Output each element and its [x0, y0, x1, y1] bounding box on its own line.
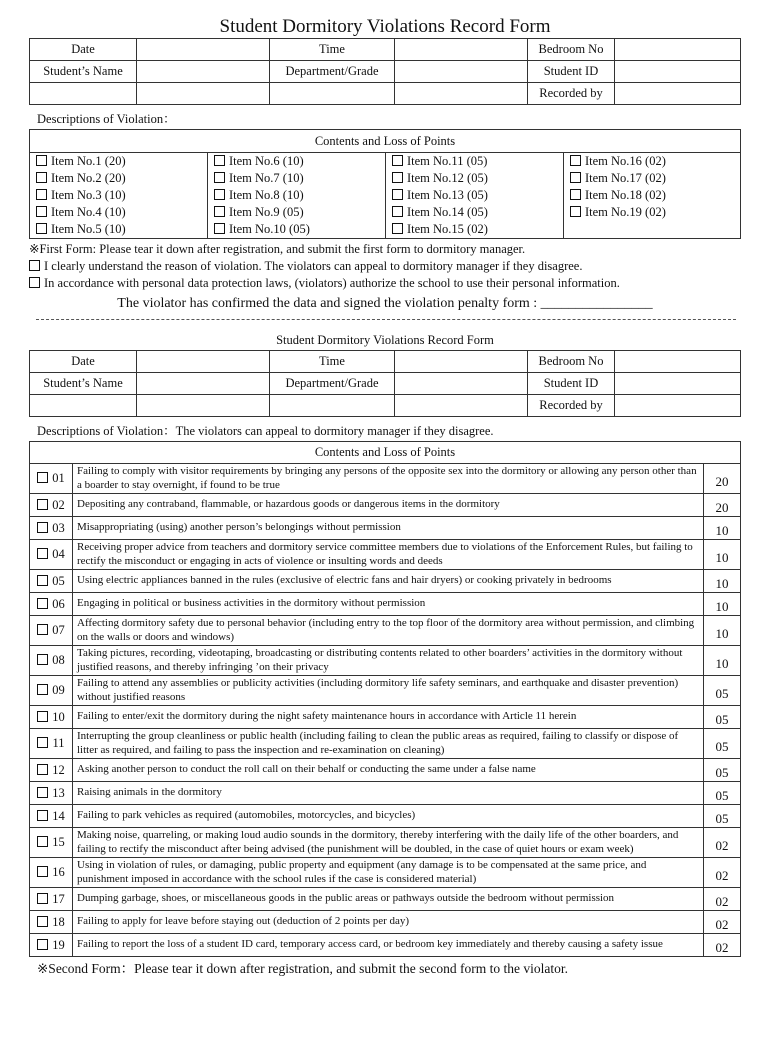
- violation-points: 10: [704, 593, 741, 616]
- violation-number-cell[interactable]: [30, 828, 73, 858]
- violation-row: [30, 646, 741, 676]
- violation-description: Asking another person to conduct the roll call on their behalf or conducting the same under a false name: [73, 759, 704, 782]
- violation-description: Making noise, quarreling, or making loud audio sounds in the dormitory, thereby interfering with the daily life of the other boarders, and failing to rectify the misconduct after being advised (the punishment will be doubled, in the case of quiet hours or exam week): [73, 828, 704, 858]
- form2-dept-field[interactable]: [395, 373, 528, 395]
- violation-row: [30, 593, 741, 616]
- violation-row: [30, 729, 741, 759]
- violation-number-cell[interactable]: [30, 464, 73, 494]
- violation-row: [30, 911, 741, 934]
- checkbox-icon[interactable]: [37, 939, 48, 950]
- form1-dept-field[interactable]: [395, 61, 528, 83]
- violation-description: Failing to enter/exit the dormitory during the night safety maintenance hours in accordance with Article 11 herein: [73, 706, 704, 729]
- checkbox-icon[interactable]: [36, 206, 47, 217]
- checkbox-icon[interactable]: [37, 787, 48, 798]
- violation-row: [30, 706, 741, 729]
- violation-points: 05: [704, 706, 741, 729]
- violation-description: Taking pictures, recording, videotaping, broadcasting or distributing contents related to other boarders’ activities in the dormitory without justified reasons, and thereby infringing ’on their privacy: [73, 646, 704, 676]
- item-checkbox-row[interactable]: Item No.14 (05): [392, 204, 557, 221]
- item-checkbox-row[interactable]: Item No.5 (10): [36, 221, 201, 238]
- form2-student-id-field[interactable]: [615, 373, 741, 395]
- item-checkbox-row[interactable]: Item No.4 (10): [36, 204, 201, 221]
- violation-row: [30, 616, 741, 646]
- checkbox-icon[interactable]: [37, 598, 48, 609]
- item-checkbox-row[interactable]: Item No.10 (05): [214, 221, 379, 238]
- violation-number: 18: [52, 914, 65, 929]
- violation-number-cell[interactable]: [30, 540, 73, 570]
- violation-number: 07: [52, 623, 65, 637]
- checkbox-icon[interactable]: [37, 866, 48, 877]
- item-checkbox-row[interactable]: Item No.13 (05): [392, 187, 557, 204]
- checkbox-icon[interactable]: [37, 684, 48, 695]
- violation-description: Interrupting the group cleanliness or public health (including failing to clean the public areas as required, failing to classify or dispose of litter as required, and failing to pass the inspection and re-examination on cleaning): [73, 729, 704, 759]
- violation-number-cell[interactable]: [30, 858, 73, 888]
- violation-record-page: [0, 16, 770, 1040]
- form1-title: Student Dormitory Violations Record Form: [219, 16, 551, 37]
- form2-student-id-label: Student ID: [528, 373, 615, 395]
- form1-descriptions-label: Descriptions of Violation：: [37, 112, 176, 126]
- violation-description: Misappropriating (using) another person’s belongings without permission: [73, 517, 704, 540]
- violation-number: 01: [52, 471, 65, 485]
- form2-student-name-label: Student’s Name: [30, 373, 137, 395]
- form2-blank-cell[interactable]: [270, 395, 395, 417]
- violation-row: [30, 570, 741, 593]
- checkbox-icon[interactable]: [570, 155, 581, 166]
- form2-date-label: Date: [30, 351, 137, 373]
- violation-row: [30, 888, 741, 911]
- violation-number: 04: [52, 547, 65, 561]
- form1-blank-cell[interactable]: [395, 83, 528, 105]
- violation-number-cell[interactable]: [30, 494, 73, 517]
- violation-number-cell[interactable]: [30, 706, 73, 729]
- violation-row: [30, 494, 741, 517]
- checkbox-icon[interactable]: [37, 654, 48, 665]
- checkbox-icon[interactable]: [37, 810, 48, 821]
- item-checkbox-row[interactable]: Item No.16 (02): [570, 153, 734, 170]
- second-form-note: ※Second Form：Please tear it down after registration, and submit the second form to the violator.: [37, 961, 568, 976]
- violation-points: 05: [704, 676, 741, 706]
- violation-number: 15: [52, 835, 65, 849]
- checkbox-icon[interactable]: [214, 206, 225, 217]
- violation-number-cell[interactable]: [30, 616, 73, 646]
- items-column-3: [386, 153, 564, 239]
- form1-bedroom-field[interactable]: [615, 39, 741, 61]
- form1-blank-cell[interactable]: [137, 83, 270, 105]
- violation-number: 09: [52, 683, 65, 697]
- checkbox-icon[interactable]: [37, 522, 48, 533]
- item-checkbox-row[interactable]: Item No.6 (10): [214, 153, 379, 170]
- checkbox-icon[interactable]: [37, 548, 48, 559]
- violation-number-cell[interactable]: [30, 593, 73, 616]
- violation-row: [30, 805, 741, 828]
- violation-points: 05: [704, 805, 741, 828]
- violation-description: Failing to attend any assemblies or publicity activities (including dormitory life safety seminars, and earthquake and disaster prevention) without justified reasons: [73, 676, 704, 706]
- checkbox-icon[interactable]: [37, 893, 48, 904]
- violation-number: 03: [52, 520, 65, 535]
- item-checkbox-row[interactable]: Item No.3 (10): [36, 187, 201, 204]
- item-checkbox-row[interactable]: Item No.9 (05): [214, 204, 379, 221]
- form1-student-id-field[interactable]: [615, 61, 741, 83]
- violation-points: 02: [704, 828, 741, 858]
- form1-student-id-label: Student ID: [528, 61, 615, 83]
- form2-recorded-by-field[interactable]: [615, 395, 741, 417]
- violation-points: 20: [704, 464, 741, 494]
- violation-row: [30, 517, 741, 540]
- violation-points: 02: [704, 911, 741, 934]
- privacy-checkbox-row[interactable]: In accordance with personal data protection laws, (violators) authorize the school to use their personal information.: [29, 275, 770, 292]
- violation-row: [30, 782, 741, 805]
- violation-points: 10: [704, 517, 741, 540]
- item-checkbox-row[interactable]: Item No.11 (05): [392, 153, 557, 170]
- violation-number: 13: [52, 785, 65, 800]
- form2-title: Student Dormitory Violations Record Form: [276, 333, 494, 347]
- form1-time-label: Time: [270, 39, 395, 61]
- checkbox-icon[interactable]: [392, 206, 403, 217]
- form1-recorded-by-field[interactable]: [615, 83, 741, 105]
- violation-number-cell[interactable]: [30, 646, 73, 676]
- violation-points: 02: [704, 858, 741, 888]
- violation-number: 14: [52, 808, 65, 823]
- violation-number: 12: [52, 762, 65, 777]
- item-checkbox-row[interactable]: Item No.7 (10): [214, 170, 379, 187]
- form2-blank-cell[interactable]: [137, 395, 270, 417]
- violation-points: 10: [704, 616, 741, 646]
- violation-number-cell[interactable]: [30, 888, 73, 911]
- violation-description: Raising animals in the dormitory: [73, 782, 704, 805]
- items-column-1: [30, 153, 208, 239]
- checkbox-icon[interactable]: [37, 472, 48, 483]
- violation-description: Affecting dormitory safety due to personal behavior (including entry to the top floor of the dormitory area without permission, and climbing on the walls or doors and windows): [73, 616, 704, 646]
- item-checkbox-row[interactable]: Item No.18 (02): [570, 187, 734, 204]
- violation-number: 10: [52, 709, 65, 724]
- violation-number-cell[interactable]: [30, 570, 73, 593]
- violation-number-cell[interactable]: [30, 934, 73, 957]
- form1-bedroom-label: Bedroom No: [528, 39, 615, 61]
- violation-row: [30, 759, 741, 782]
- violation-number: 19: [52, 937, 65, 952]
- checkbox-icon[interactable]: [570, 189, 581, 200]
- form1-student-name-field[interactable]: [137, 61, 270, 83]
- form1-blank-cell[interactable]: [30, 83, 137, 105]
- form2-date-field[interactable]: [137, 351, 270, 373]
- violation-points: 10: [704, 540, 741, 570]
- checkbox-icon[interactable]: [37, 499, 48, 510]
- violation-description: Failing to comply with visitor requirements by bringing any persons of the opposite sex into the dormitory or allowing any person other than a boarder to stay overnight, if found to be true: [73, 464, 704, 494]
- violation-points: 02: [704, 934, 741, 957]
- checkbox-icon[interactable]: [570, 172, 581, 183]
- form2-blank-cell[interactable]: [395, 395, 528, 417]
- form2-descriptions-label: Descriptions of Violation：The violators can appeal to dormitory manager if they disagree.: [37, 424, 494, 438]
- form1-items-table: [29, 129, 741, 239]
- violation-row: [30, 540, 741, 570]
- checkbox-icon[interactable]: [570, 206, 581, 217]
- form2-contents-header: Contents and Loss of Points: [30, 442, 741, 464]
- violation-number: 02: [52, 497, 65, 512]
- violation-number-cell[interactable]: [30, 729, 73, 759]
- violation-description: Using in violation of rules, or damaging, public property and equipment (any damage is to be compensated at the same price, and punishment imposed in accordance with the school rules if the case is considered material): [73, 858, 704, 888]
- checkbox-icon[interactable]: [37, 916, 48, 927]
- form1-header-table: [29, 38, 741, 105]
- checkbox-icon[interactable]: [392, 155, 403, 166]
- violation-points: 10: [704, 646, 741, 676]
- items-column-2: [208, 153, 386, 239]
- violation-number-cell[interactable]: [30, 517, 73, 540]
- violation-row: [30, 934, 741, 957]
- violation-row: [30, 858, 741, 888]
- checkbox-icon[interactable]: [37, 624, 48, 635]
- violation-number-cell[interactable]: [30, 805, 73, 828]
- checkbox-icon[interactable]: [37, 737, 48, 748]
- first-form-note: ※First Form: Please tear it down after registration, and submit the first form to dormitory manager.: [29, 242, 526, 256]
- violations-table: [29, 441, 741, 957]
- item-checkbox-row[interactable]: Item No.19 (02): [570, 204, 734, 221]
- form2-dept-label: Department/Grade: [270, 373, 395, 395]
- violation-number: 17: [52, 891, 65, 906]
- violation-number: 05: [52, 573, 65, 588]
- violation-points: 05: [704, 759, 741, 782]
- form1-student-name-label: Student’s Name: [30, 61, 137, 83]
- checkbox-icon[interactable]: [37, 575, 48, 586]
- items-column-4: [564, 153, 741, 239]
- violation-points: 10: [704, 570, 741, 593]
- checkbox-icon[interactable]: [214, 155, 225, 166]
- checkbox-icon[interactable]: [392, 223, 403, 234]
- form2-recorded-by-label: Recorded by: [528, 395, 615, 417]
- violation-points: 05: [704, 729, 741, 759]
- checkbox-icon[interactable]: [392, 172, 403, 183]
- violation-number: 06: [52, 596, 65, 611]
- checkbox-icon[interactable]: [37, 836, 48, 847]
- checkbox-icon[interactable]: [214, 223, 225, 234]
- item-checkbox-row[interactable]: Item No.15 (02): [392, 221, 557, 238]
- form2-bedroom-label: Bedroom No: [528, 351, 615, 373]
- violation-number-cell[interactable]: [30, 911, 73, 934]
- violation-number-cell[interactable]: [30, 759, 73, 782]
- tear-off-line: [36, 319, 736, 320]
- item-checkbox-row[interactable]: Item No.1 (20): [36, 153, 201, 170]
- form1-blank-cell[interactable]: [270, 83, 395, 105]
- form1-date-field[interactable]: [137, 39, 270, 61]
- understand-checkbox-row[interactable]: I clearly understand the reason of violation. The violators can appeal to dormitory manager if they disagree.: [29, 258, 770, 275]
- violation-points: 02: [704, 888, 741, 911]
- checkbox-icon[interactable]: [214, 189, 225, 200]
- checkbox-icon[interactable]: [392, 189, 403, 200]
- violation-row: [30, 464, 741, 494]
- violation-description: Receiving proper advice from teachers and dormitory service committee members due to violations of the Enforcement Rules, but failing to rectify the misconduct or engaging in acts of violence or insulting words and deeds: [73, 540, 704, 570]
- checkbox-icon[interactable]: [29, 277, 40, 288]
- violation-description: Dumping garbage, shoes, or miscellaneous goods in the public areas or pathways outside the bedroom without permission: [73, 888, 704, 911]
- form2-bedroom-field[interactable]: [615, 351, 741, 373]
- violation-description: Failing to apply for leave before staying out (deduction of 2 points per day): [73, 911, 704, 934]
- violation-number: 16: [52, 865, 65, 879]
- checkbox-icon[interactable]: [36, 223, 47, 234]
- violation-description: Using electric appliances banned in the rules (exclusive of electric fans and hair dryers) or cooking privately in bedrooms: [73, 570, 704, 593]
- violation-description: Failing to park vehicles as required (automobiles, motorcycles, and bicycles): [73, 805, 704, 828]
- checkbox-icon[interactable]: [37, 711, 48, 722]
- item-checkbox-row[interactable]: Item No.8 (10): [214, 187, 379, 204]
- violator-confirmation: The violator has confirmed the data and signed the violation penalty form : ________________: [117, 296, 653, 311]
- violation-description: Failing to report the loss of a student ID card, temporary access card, or bedroom key immediately and thereby causing a safety issue: [73, 934, 704, 957]
- form2-blank-cell[interactable]: [30, 395, 137, 417]
- checkbox-icon[interactable]: [36, 172, 47, 183]
- violation-points: 05: [704, 782, 741, 805]
- checkbox-icon[interactable]: [29, 260, 40, 271]
- violation-points: 20: [704, 494, 741, 517]
- checkbox-icon[interactable]: [214, 172, 225, 183]
- form1-date-label: Date: [30, 39, 137, 61]
- checkbox-icon[interactable]: [36, 189, 47, 200]
- item-checkbox-row[interactable]: Item No.2 (20): [36, 170, 201, 187]
- form2-time-label: Time: [270, 351, 395, 373]
- violation-number-cell[interactable]: [30, 782, 73, 805]
- violation-description: Depositing any contraband, flammable, or hazardous goods or dangerous items in the dormitory: [73, 494, 704, 517]
- form1-dept-label: Department/Grade: [270, 61, 395, 83]
- item-checkbox-row[interactable]: Item No.17 (02): [570, 170, 734, 187]
- form1-recorded-by-label: Recorded by: [528, 83, 615, 105]
- form1-contents-header: Contents and Loss of Points: [30, 130, 741, 153]
- form2-time-field[interactable]: [395, 351, 528, 373]
- form1-time-field[interactable]: [395, 39, 528, 61]
- violation-row: [30, 828, 741, 858]
- violation-number-cell[interactable]: [30, 676, 73, 706]
- form2-header-table: [29, 350, 741, 417]
- form2-student-name-field[interactable]: [137, 373, 270, 395]
- violation-number: 08: [52, 653, 65, 667]
- checkbox-icon[interactable]: [37, 764, 48, 775]
- violation-description: Engaging in political or business activities in the dormitory without permission: [73, 593, 704, 616]
- item-checkbox-row[interactable]: Item No.12 (05): [392, 170, 557, 187]
- violation-number: 11: [52, 736, 65, 750]
- checkbox-icon[interactable]: [36, 155, 47, 166]
- violation-row: [30, 676, 741, 706]
